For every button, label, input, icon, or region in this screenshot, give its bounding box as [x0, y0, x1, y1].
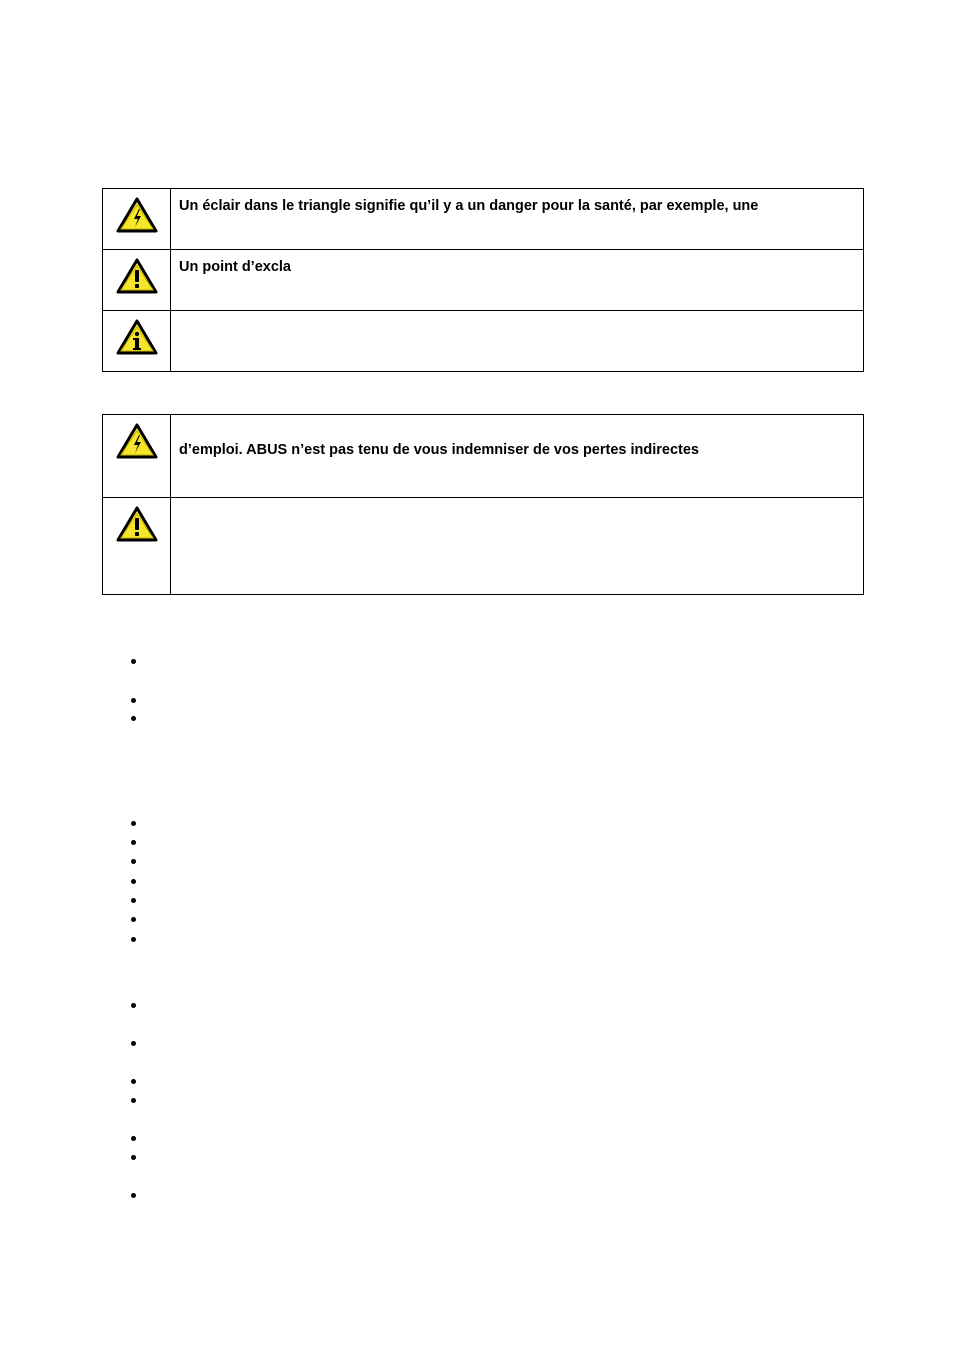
info-icon	[115, 318, 159, 356]
list-item	[131, 1193, 136, 1198]
warning-text: Un point d’excla	[171, 250, 864, 311]
list-item	[131, 859, 136, 864]
warning-text: Un éclair dans le triangle signifie qu’il y a un danger pour la santé, par exemple, une	[171, 189, 864, 250]
lightning-warning-icon	[115, 422, 159, 460]
icon-cell	[103, 415, 171, 498]
list-item	[131, 1098, 136, 1103]
lightning-warning-icon	[115, 196, 159, 234]
list-item	[131, 1155, 136, 1160]
list-item	[131, 1003, 136, 1008]
list-item	[131, 879, 136, 884]
list-item	[131, 698, 136, 703]
list-item	[131, 659, 136, 664]
exclamation-warning-icon	[115, 257, 159, 295]
table-row	[103, 250, 864, 311]
list-item	[131, 917, 136, 922]
list-item	[131, 898, 136, 903]
list-item	[131, 1079, 136, 1084]
warning-text	[171, 498, 864, 595]
icon-cell	[103, 311, 171, 372]
exclamation-warning-icon	[115, 505, 159, 543]
list-item	[131, 840, 136, 845]
list-item	[131, 1136, 136, 1141]
icon-cell	[103, 250, 171, 311]
icon-cell	[103, 498, 171, 595]
table-row	[103, 498, 864, 595]
list-item	[131, 937, 136, 942]
warning-text	[171, 311, 864, 372]
list-item	[131, 821, 136, 826]
warning-text: d’emploi. ABUS n’est pas tenu de vous indemniser de vos pertes indirectes	[171, 415, 864, 498]
icon-cell	[103, 189, 171, 250]
safety-notice-table	[102, 414, 864, 595]
table-row	[103, 189, 864, 250]
list-item	[131, 716, 136, 721]
list-item	[131, 1041, 136, 1046]
table-row	[103, 311, 864, 372]
warning-symbols-table	[102, 188, 864, 372]
table-row	[103, 415, 864, 498]
